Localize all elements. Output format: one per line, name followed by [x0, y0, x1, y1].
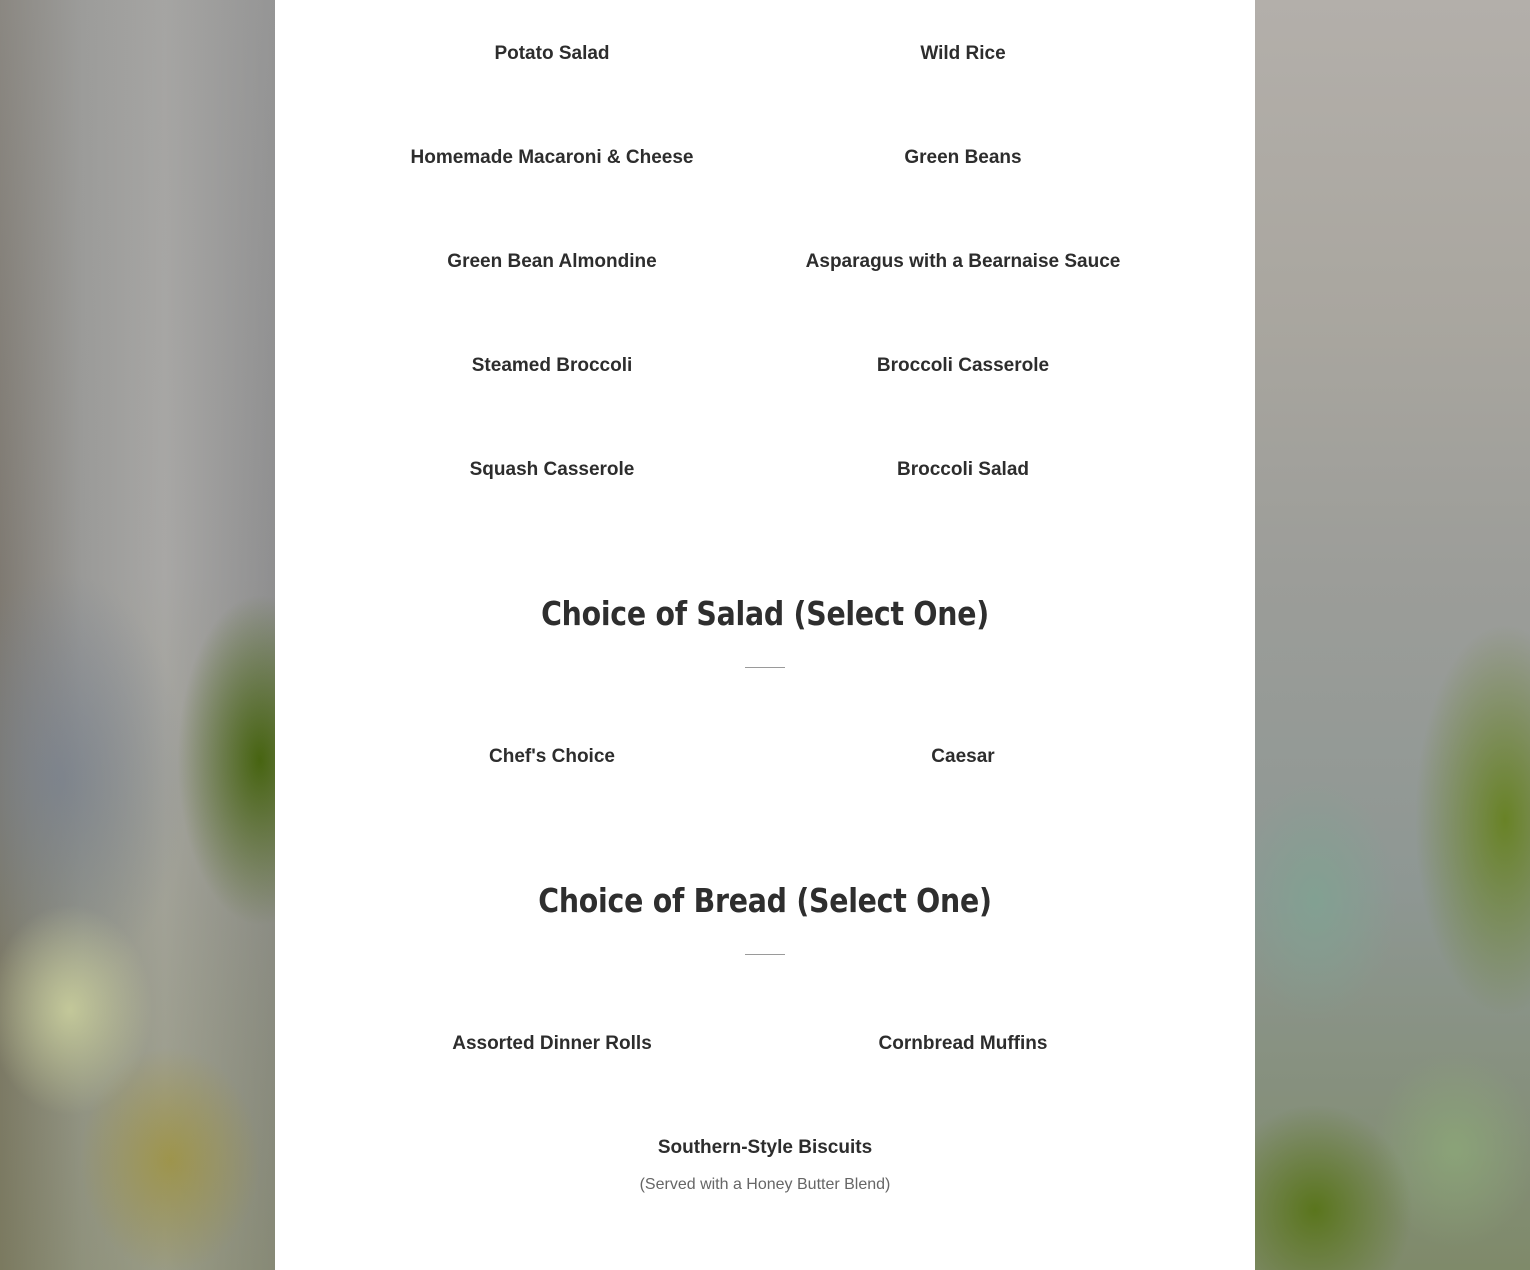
menu-item-chefs-choice: Chef's Choice	[489, 746, 615, 767]
menu-item-dinner-rolls: Assorted Dinner Rolls	[452, 1033, 652, 1054]
menu-item-green-bean-almondine: Green Bean Almondine	[447, 251, 657, 272]
menu-item-wild-rice: Wild Rice	[920, 43, 1006, 64]
menu-item-green-beans: Green Beans	[904, 147, 1022, 168]
background-image-left	[0, 0, 275, 1270]
section-divider-salad	[745, 667, 785, 668]
menu-content-panel	[275, 0, 1255, 1270]
menu-item-biscuits: Southern-Style Biscuits	[657, 1137, 873, 1158]
menu-item-squash-casserole: Squash Casserole	[469, 459, 635, 480]
menu-item-steamed-broccoli: Steamed Broccoli	[471, 355, 633, 376]
menu-item-broccoli-salad: Broccoli Salad	[897, 459, 1029, 480]
menu-item-broccoli-casserole: Broccoli Casserole	[876, 355, 1050, 376]
menu-item-note: (Served with a Honey Butter Blend)	[639, 1176, 891, 1193]
menu-item-macaroni-cheese: Homemade Macaroni & Cheese	[410, 147, 694, 168]
section-heading-bread: Choice of Bread (Select One)	[538, 881, 992, 920]
menu-item-caesar: Caesar	[931, 746, 995, 767]
section-heading-salad: Choice of Salad (Select One)	[541, 594, 989, 633]
menu-item-potato-salad: Potato Salad	[494, 43, 610, 64]
background-image-right	[1255, 0, 1530, 1270]
menu-item-asparagus: Asparagus with a Bearnaise Sauce	[805, 251, 1121, 272]
menu-item-cornbread-muffins: Cornbread Muffins	[878, 1033, 1048, 1054]
section-divider-bread	[745, 954, 785, 955]
